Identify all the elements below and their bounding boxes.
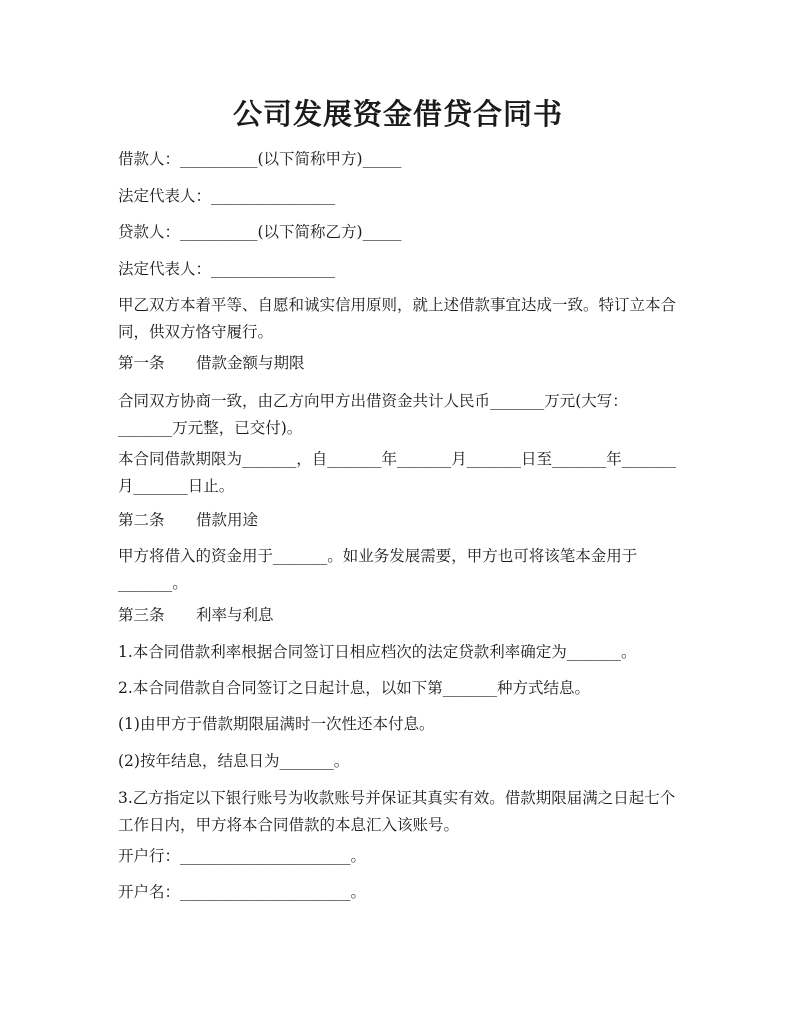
article-3-paragraph-3: (1)由甲方于借款期限届满时一次性还本付息。 bbox=[118, 715, 435, 733]
lender-line: 贷款人：__________(以下简称乙方)_____ bbox=[118, 223, 402, 241]
article-3-paragraph-2: 2.本合同借款自合同签订之日起计息，以如下第_______种方式结息。 bbox=[118, 679, 591, 697]
article-1-number: 第一条 bbox=[118, 354, 165, 372]
article-3-name: 利率与利息 bbox=[196, 606, 274, 624]
article-2-name: 借款用途 bbox=[196, 511, 259, 529]
article-3-paragraph-5: 3.乙方指定以下银行账号为收款账号并保证其真实有效。借款期限届满之日起七个工作日内，甲方将本合同借款的本息汇入该账号。 bbox=[118, 789, 676, 834]
article-1-name: 借款金额与期限 bbox=[196, 354, 305, 372]
borrower-line: 借款人：__________(以下简称甲方)_____ bbox=[118, 150, 402, 168]
article-2-paragraph-1: 甲方将借入的资金用于_______。如业务发展需要，甲方也可将该笔本金用于_______。 bbox=[118, 547, 638, 592]
account-holder-line: 开户名：______________________。 bbox=[118, 883, 367, 901]
bank-name-line: 开户行：______________________。 bbox=[118, 847, 367, 865]
preamble-paragraph: 甲乙双方本着平等、自愿和诚实信用原则，就上述借款事宜达成一致。特订立本合同，供双方恪守履行。 bbox=[118, 296, 677, 341]
article-3-paragraph-4: (2)按年结息，结息日为_______。 bbox=[118, 752, 350, 770]
article-1-heading bbox=[118, 350, 305, 377]
article-1-paragraph-2: 本合同借款期限为_______，自_______年_______月_______日至_______年_______月_______日止。 bbox=[118, 450, 677, 495]
article-3-paragraph-1: 1.本合同借款利率根据合同签订日相应档次的法定贷款利率确定为_______。 bbox=[118, 643, 637, 661]
borrower-representative-line: 法定代表人：________________ bbox=[118, 187, 336, 205]
article-1-paragraph-1: 合同双方协商一致，由乙方向甲方出借资金共计人民币_______万元(大写：_______万元整，已交付)。 bbox=[118, 392, 628, 437]
article-2-number: 第二条 bbox=[118, 511, 165, 529]
lender-representative-line: 法定代表人：________________ bbox=[118, 260, 336, 278]
article-3-number: 第三条 bbox=[118, 606, 165, 624]
document-title: 公司发展资金借贷合同书 bbox=[232, 97, 563, 131]
article-2-heading bbox=[118, 507, 258, 534]
article-3-heading bbox=[118, 602, 274, 629]
